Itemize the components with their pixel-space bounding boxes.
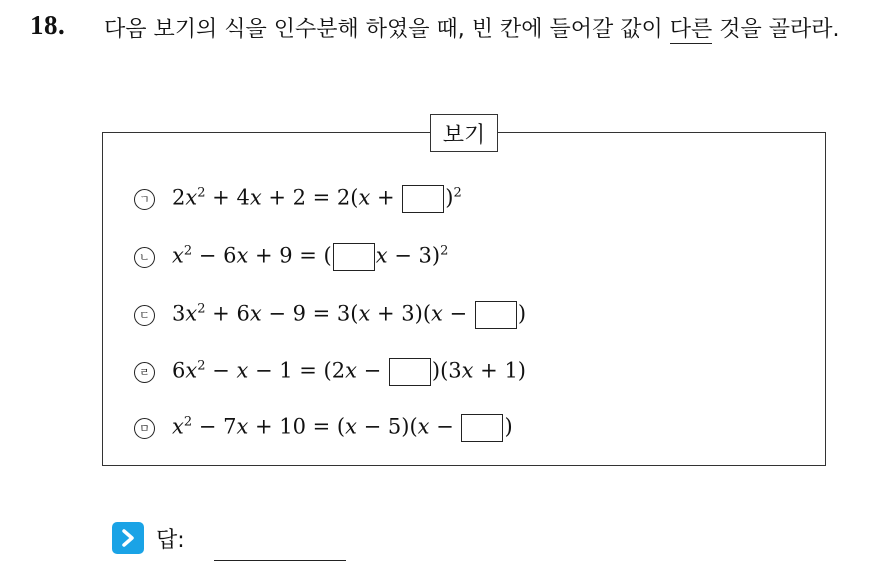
eq-text: ) bbox=[445, 185, 454, 210]
eq-var: x bbox=[236, 243, 249, 268]
eq-text: − bbox=[442, 301, 474, 326]
bogi-item-5 bbox=[134, 411, 513, 445]
eq-exp: 2 bbox=[453, 185, 462, 201]
eq-var: x bbox=[185, 301, 198, 326]
eq-exp: 2 bbox=[197, 185, 206, 201]
eq-text: − 5)( bbox=[356, 414, 418, 439]
bogi-item-2-marker: ㄴ bbox=[134, 247, 155, 268]
eq-text: + 9 = ( bbox=[248, 243, 332, 268]
eq-exp: 2 bbox=[197, 358, 206, 374]
eq-text: − 7 bbox=[192, 414, 237, 439]
eq-var: x bbox=[461, 358, 474, 383]
eq-text: )(3 bbox=[431, 358, 462, 383]
answer-blank-box[interactable] bbox=[402, 185, 444, 213]
eq-var: x bbox=[249, 185, 262, 210]
bogi-item-3-marker: ㄷ bbox=[134, 305, 155, 326]
bogi-item-1-equation bbox=[172, 185, 462, 213]
bogi-item-5-equation bbox=[172, 414, 513, 442]
eq-var: x bbox=[172, 243, 184, 268]
eq-var: x bbox=[345, 358, 357, 383]
eq-text: + 2 = 2( bbox=[261, 185, 359, 210]
bogi-item-1 bbox=[134, 182, 462, 216]
eq-text: − 1 = (2 bbox=[248, 358, 346, 383]
eq-text: − bbox=[429, 414, 461, 439]
question-text-after: 것을 골라라. bbox=[712, 17, 840, 42]
eq-text: 3 bbox=[172, 301, 186, 326]
eq-var: x bbox=[185, 358, 198, 383]
eq-text: 2 bbox=[172, 185, 186, 210]
eq-text: − 6 bbox=[192, 243, 237, 268]
bogi-item-3 bbox=[134, 298, 526, 332]
eq-var: x bbox=[185, 185, 198, 210]
eq-var: x bbox=[375, 243, 388, 268]
eq-var: x bbox=[236, 414, 249, 439]
chevron-right-icon-glyph bbox=[118, 528, 138, 548]
bogi-item-4 bbox=[134, 355, 526, 389]
eq-text: + 3)( bbox=[370, 301, 432, 326]
eq-text: + 1) bbox=[473, 358, 526, 383]
answer-blank-box[interactable] bbox=[475, 301, 517, 329]
eq-exp: 2 bbox=[183, 243, 193, 259]
eq-text: − 3) bbox=[387, 243, 441, 268]
eq-text: + 6 bbox=[205, 301, 250, 326]
eq-var: x bbox=[249, 301, 262, 326]
bogi-item-1-marker: ㄱ bbox=[134, 189, 155, 210]
bogi-item-5-marker: ㅁ bbox=[134, 418, 155, 439]
question-text-underlined: 다른 bbox=[669, 17, 713, 42]
eq-text: − bbox=[356, 358, 388, 383]
eq-var: x bbox=[358, 185, 371, 210]
eq-text: 6 bbox=[172, 358, 186, 383]
eq-var: x bbox=[431, 301, 443, 326]
question-text bbox=[104, 12, 874, 48]
eq-text: ) bbox=[504, 414, 513, 439]
bogi-item-3-equation bbox=[172, 301, 526, 329]
answer-blank-box[interactable] bbox=[389, 358, 431, 386]
eq-text: − bbox=[205, 358, 237, 383]
chevron-right-icon bbox=[112, 522, 144, 554]
eq-exp: 2 bbox=[183, 414, 193, 430]
question-text-before: 다음 보기의 식을 인수분해 하였을 때, 빈 칸에 들어갈 값이 bbox=[104, 17, 670, 42]
question-number: 18. bbox=[30, 10, 66, 40]
answer-row bbox=[112, 522, 185, 554]
eq-var: x bbox=[358, 301, 371, 326]
bogi-title: 보기 bbox=[430, 114, 498, 152]
bogi-item-2-equation bbox=[172, 243, 448, 271]
answer-blank-box[interactable] bbox=[461, 414, 503, 442]
bogi-item-4-equation bbox=[172, 358, 526, 386]
eq-var: x bbox=[417, 414, 430, 439]
bogi-item-4-marker: ㄹ bbox=[134, 362, 155, 383]
eq-text: + 4 bbox=[205, 185, 250, 210]
eq-var: x bbox=[172, 414, 184, 439]
eq-text: − 9 = 3( bbox=[261, 301, 359, 326]
answer-input-line[interactable] bbox=[214, 560, 346, 561]
eq-exp: 2 bbox=[197, 301, 206, 317]
answer-blank-box[interactable] bbox=[333, 243, 375, 271]
bogi-item-2 bbox=[134, 240, 448, 274]
eq-exp: 2 bbox=[440, 243, 449, 259]
eq-var: x bbox=[345, 414, 357, 439]
answer-label: 답: bbox=[156, 527, 185, 553]
eq-text: + 10 = ( bbox=[248, 414, 346, 439]
eq-text: + bbox=[370, 185, 402, 210]
eq-var: x bbox=[236, 358, 249, 383]
eq-text: ) bbox=[517, 301, 527, 326]
